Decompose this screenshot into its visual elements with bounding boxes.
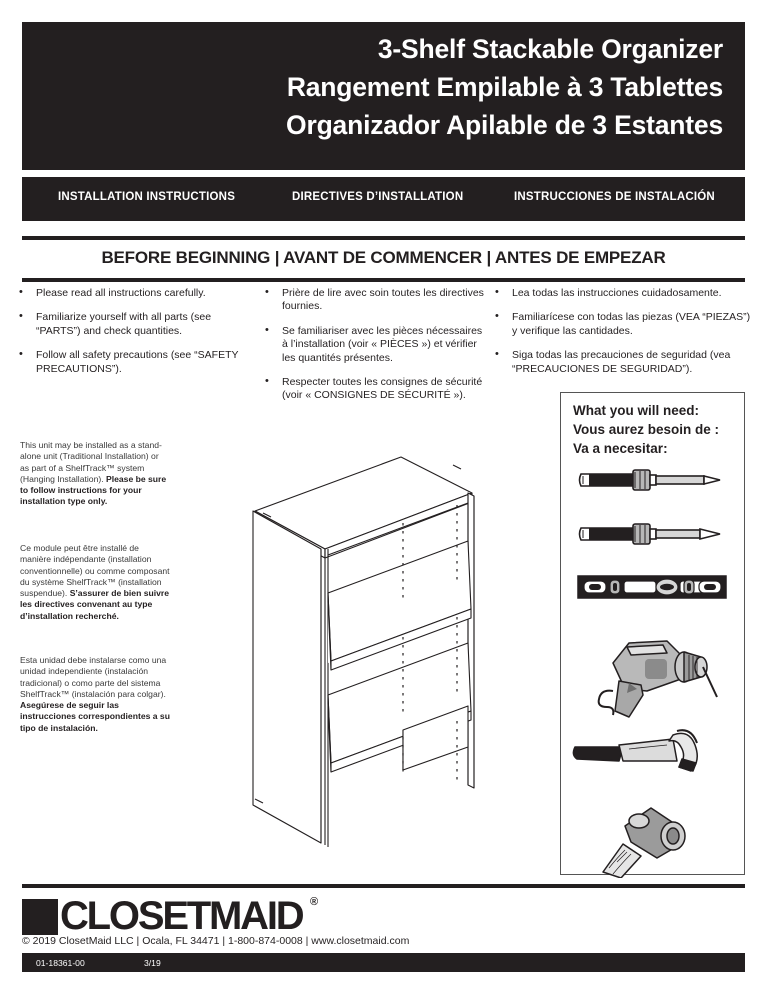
title-line-fr: Rangement Empilable à 3 Tablettes [286, 72, 723, 102]
copyright-line: © 2019 ClosetMaid LLC | Ocala, FL 34471 | 1-800-874-0008 | www.closetmaid.com [22, 935, 410, 947]
bullet-column-es [492, 287, 754, 387]
note-plain-en: This unit may be installed as a stand-alone unit (Traditional Installation) or as part of a ShelfTrack™ system (Hanging Installation). [20, 440, 162, 484]
installation-note-en [20, 440, 170, 508]
installation-note-es [20, 655, 170, 734]
note-bold-es: Asegúrese de seguir las instrucciones correspondientes a su tipo de instalación. [20, 700, 170, 733]
language-bar [22, 177, 745, 221]
what-you-will-need-box [560, 392, 745, 875]
installation-note-fr [20, 543, 170, 622]
before-beginning-heading: BEFORE BEGINNING | AVANT DE COMMENCER | ANTES DE EMPEZAR [101, 248, 666, 267]
bullet-item: • Please read all instructions carefully. [14, 287, 252, 300]
title-bar [22, 22, 745, 170]
divider-top [22, 236, 745, 240]
note-bold-en: Please be sure to follow instructions for your installation type only. [20, 473, 167, 507]
bullet-item: • Familiarize yourself with all parts (see “PARTS”) and check quantities. [14, 311, 252, 338]
divider-bottom [22, 278, 745, 282]
bullet-item: • Familiarícese con todas las piezas (VEA “PIEZAS”) y verifique las cantidades. [492, 311, 754, 338]
registered-trademark-icon: ® [310, 896, 319, 908]
need-box-title [573, 401, 745, 458]
logo-wordmark: CLOSETMAID [60, 894, 303, 938]
bullet-item: • Se familiariser avec les pièces nécessaires à l’installation (voir « PIÈCES ») et vérifier les quantités présentes. [262, 325, 484, 365]
title-line-es: Organizador Apilable de 3 Estantes [286, 110, 723, 140]
need-title-es: Va a necesitar: [573, 441, 668, 456]
need-title-en: What you will need: [573, 403, 700, 418]
claw-hammer-icon [569, 723, 729, 788]
logo-square-icon [22, 899, 58, 935]
bullet-item: • Lea todas las instrucciones cuidadosamente. [492, 287, 754, 300]
bullet-item: • Siga todas las precauciones de seguridad (vea “PRECAUCIONES DE SEGURIDAD”). [492, 349, 754, 376]
level-icon [577, 573, 729, 606]
power-drill-icon [585, 619, 725, 729]
lang-label-en: INSTALLATION INSTRUCTIONS [58, 191, 236, 203]
note-plain-fr: Ce module peut être installé de manière indépendante (installation conventionnelle) ou comme composant du système ShelfTrack™ (installation suspendue). [20, 543, 170, 599]
product-diagram [225, 425, 560, 885]
footer-divider [22, 884, 745, 888]
rubber-mallet-icon [595, 788, 715, 883]
note-plain-es: Esta unidad debe instalarse como una unidad independiente (instalación tradicional) o como parte del sistema ShelfTrack™ (instalación para colgar). [20, 655, 167, 699]
document-number: 01-18361-00 [36, 958, 85, 968]
bullet-item: • Prière de lire avec soin toutes les directives fournies. [262, 287, 484, 314]
lang-label-fr: DIRECTIVES D’INSTALLATION [292, 191, 464, 203]
organizer-isometric-svg [225, 425, 560, 880]
phillips-screwdriver-icon [577, 465, 729, 500]
title-line-en: 3-Shelf Stackable Organizer [377, 34, 723, 64]
bullet-item: • Follow all safety precautions (see “SAFETY PRECAUTIONS”). [14, 349, 252, 376]
note-bold-fr: S’assurer de bien suivre les directives convenant au type d’installation recherché. [20, 588, 170, 621]
document-code-bar [22, 953, 745, 972]
lang-label-es: INSTRUCCIONES DE INSTALACIÓN [514, 191, 715, 203]
document-date: 3/19 [144, 958, 161, 968]
bullet-item: • Respecter toutes les consignes de sécurité (voir « CONSIGNES DE SÉCURITÉ »). [262, 376, 484, 403]
need-title-fr: Vous aurez besoin de : [573, 422, 720, 437]
flathead-screwdriver-icon [577, 519, 729, 554]
bullet-column-fr [262, 287, 484, 414]
bullet-column-en [14, 287, 252, 387]
